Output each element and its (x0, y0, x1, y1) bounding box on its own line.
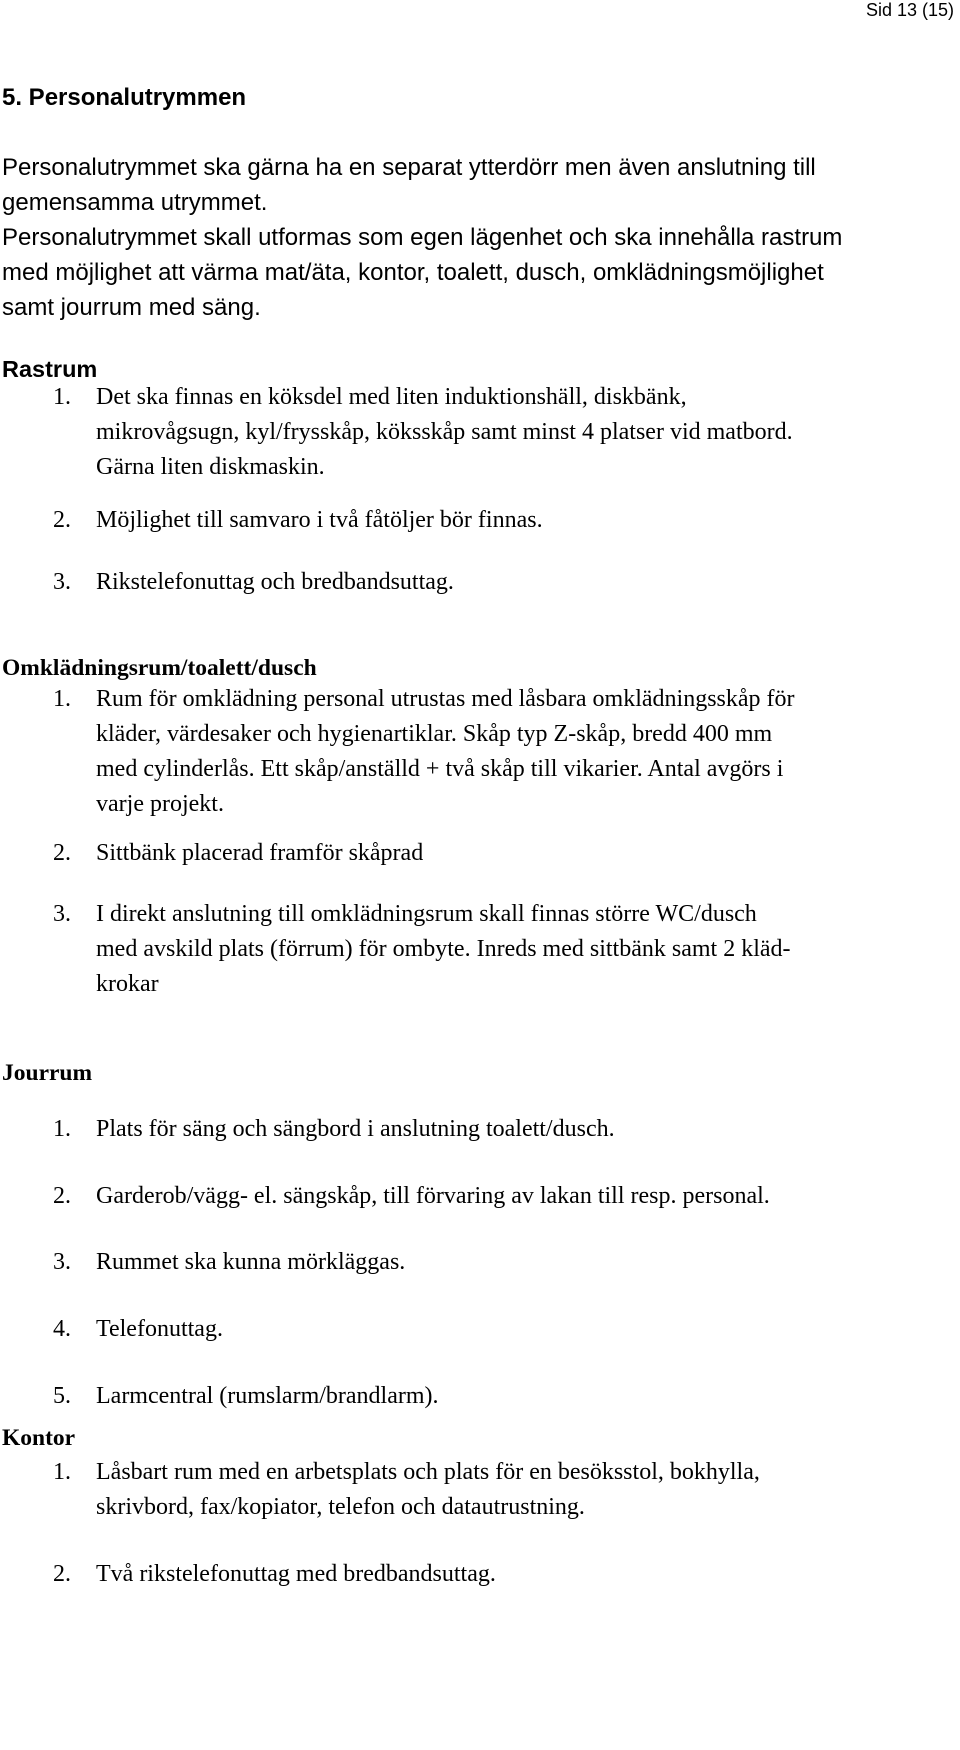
rastrum-item-2 (53, 503, 953, 539)
jourrum-item-5 (53, 1379, 953, 1415)
list-line: Rikstelefonuttag och bredbandsuttag. (96, 569, 454, 595)
intro-line: Personalutrymmet skall utformas som egen lägenhet och ska innehålla rastrum (2, 224, 843, 251)
omkladning-item-3 (53, 897, 953, 1007)
list-number: 1. (53, 1459, 71, 1485)
list-line: Två rikstelefonuttag med bredbandsuttag. (96, 1561, 496, 1587)
list-number: 3. (53, 1249, 71, 1275)
kontor-heading: Kontor (2, 1425, 76, 1451)
list-number: 3. (53, 569, 71, 595)
jourrum-heading: Jourrum (2, 1060, 93, 1086)
kontor-item-1 (53, 1455, 953, 1527)
list-number: 2. (53, 840, 71, 866)
list-line: Det ska finnas en köksdel med liten induktionshäll, diskbänk, (96, 384, 687, 410)
list-line: mikrovågsugn, kyl/frysskåp, köksskåp samt minst 4 platser vid matbord. (96, 419, 793, 445)
list-line: med cylinderlås. Ett skåp/anställd + två skåp till vikarier. Antal avgörs i (96, 756, 784, 782)
list-number: 1. (53, 1116, 71, 1142)
list-number: 2. (53, 1561, 71, 1587)
list-line: varje projekt. (96, 791, 224, 817)
intro-line: Personalutrymmet ska gärna ha en separat ytterdörr men även anslutning till (2, 154, 816, 181)
omkladning-item-2 (53, 836, 953, 872)
omkladning-item-1 (53, 682, 953, 827)
list-line: Rummet ska kunna mörkläggas. (96, 1249, 406, 1275)
list-line: krokar (96, 971, 159, 997)
list-line: Möjlighet till samvaro i två fåtöljer bör finnas. (96, 507, 543, 533)
intro-line: med möjlighet att värma mat/äta, kontor, toalett, dusch, omklädningsmöjlighet (2, 259, 824, 286)
rastrum-item-3 (53, 565, 953, 601)
list-line: Låsbart rum med en arbetsplats och plats för en besöksstol, bokhylla, (96, 1459, 760, 1485)
list-number: 5. (53, 1383, 71, 1409)
section-heading: 5. Personalutrymmen (2, 84, 247, 111)
rastrum-item-1 (53, 380, 953, 490)
list-number: 2. (53, 1183, 71, 1209)
intro-paragraph (2, 150, 842, 325)
jourrum-item-2 (53, 1179, 953, 1215)
list-line: I direkt anslutning till omklädningsrum skall finnas större WC/dusch (96, 901, 757, 927)
list-number: 1. (53, 384, 71, 410)
list-line: Garderob/vägg- el. sängskåp, till förvaring av lakan till resp. personal. (96, 1183, 770, 1209)
list-line: Plats för säng och sängbord i anslutning toalett/dusch. (96, 1116, 615, 1142)
omkladning-heading: Omklädningsrum/toalett/dusch (2, 655, 317, 681)
list-number: 2. (53, 507, 71, 533)
list-line: skrivbord, fax/kopiator, telefon och datautrustning. (96, 1494, 585, 1520)
list-number: 4. (53, 1316, 71, 1342)
list-line: med avskild plats (förrum) för ombyte. Inreds med sittbänk samt 2 kläd- (96, 936, 791, 962)
rastrum-heading: Rastrum (2, 356, 98, 382)
list-line: Rum för omklädning personal utrustas med låsbara omklädningsskåp för (96, 686, 795, 712)
list-line: kläder, värdesaker och hygienartiklar. Skåp typ Z-skåp, bredd 400 mm (96, 721, 773, 747)
list-number: 3. (53, 901, 71, 927)
list-number: 1. (53, 686, 71, 712)
jourrum-item-3 (53, 1245, 953, 1281)
list-line: Gärna liten diskmaskin. (96, 454, 325, 480)
list-line: Larmcentral (rumslarm/brandlarm). (96, 1383, 439, 1409)
list-line: Telefonuttag. (96, 1316, 223, 1342)
jourrum-item-1 (53, 1112, 953, 1148)
intro-line: samt jourrum med säng. (2, 294, 261, 321)
intro-line: gemensamma utrymmet. (2, 189, 268, 216)
list-line: Sittbänk placerad framför skåprad (96, 840, 424, 866)
kontor-item-2 (53, 1557, 953, 1593)
jourrum-item-4 (53, 1312, 953, 1348)
page-number: Sid 13 (15) (865, 0, 954, 20)
